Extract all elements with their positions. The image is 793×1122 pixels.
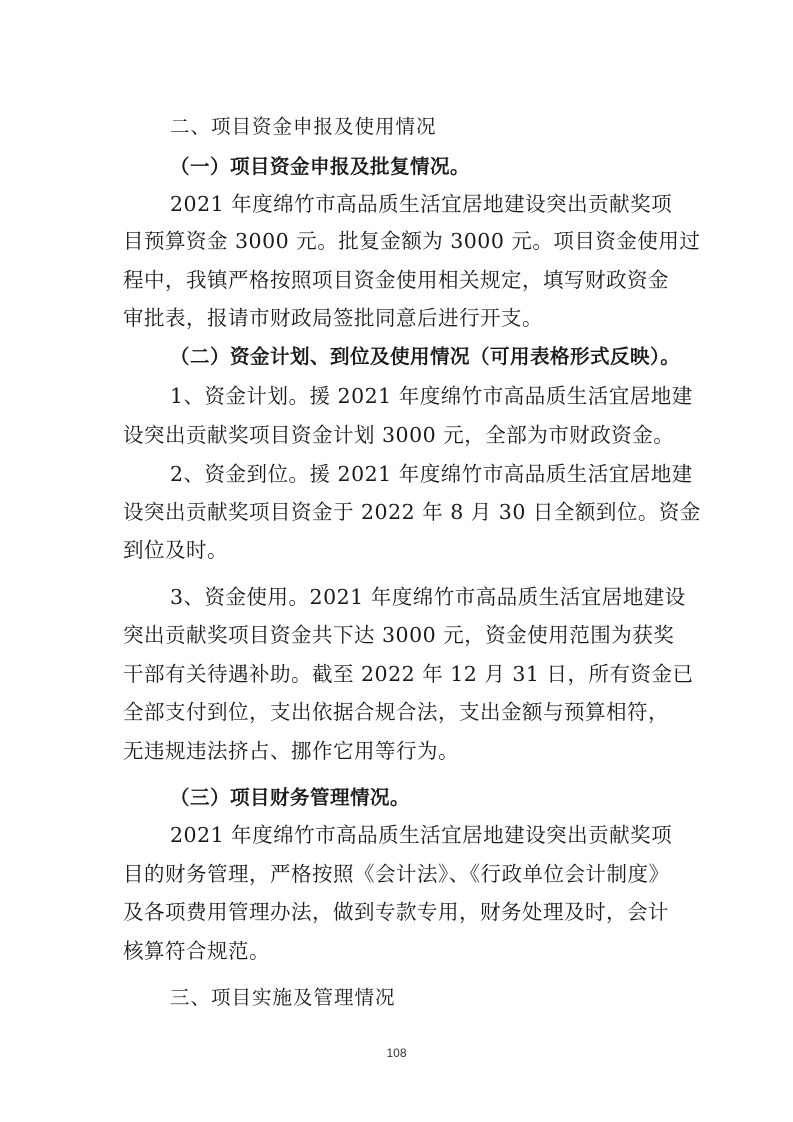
- sub3-line-3: 及各项费用管理办法，做到专款专用，财务处理及时，会计: [123, 900, 669, 924]
- item1-line-1: 1、资金计划。援 2021 年度绵竹市高品质生活宜居地建: [170, 384, 693, 408]
- sub1-line-2: 目预算资金 3000 元。批复金额为 3000 元。项目资金使用过: [123, 229, 701, 253]
- sub3-heading: （三）项目财务管理情况。: [170, 786, 411, 809]
- section2-heading: 二、项目资金申报及使用情况: [170, 115, 437, 138]
- section3-heading: 三、项目实施及管理情况: [170, 986, 396, 1009]
- sub1-line-3: 程中，我镇严格按照项目资金使用相关规定，填写财政资金: [123, 268, 669, 292]
- sub2-heading: （二）资金计划、到位及使用情况（可用表格形式反映）。: [170, 345, 681, 368]
- sub1-heading: （一）项目资金申报及批复情况。: [170, 155, 471, 178]
- item1-line-2: 设突出贡献奖项目资金计划 3000 元，全部为市财政资金。: [123, 423, 675, 447]
- item3-line-3: 干部有关待遇补助。截至 2022 年 12 月 31 日，所有资金已: [123, 662, 694, 686]
- sub1-line-1: 2021 年度绵竹市高品质生活宜居地建设突出贡献奖项: [170, 192, 673, 216]
- page-number: 108: [386, 1046, 407, 1060]
- item2-line-1: 2、资金到位。援 2021 年度绵竹市高品质生活宜居地建: [170, 462, 693, 486]
- item3-line-4: 全部支付到位，支出依据合规合法，支出金额与预算相符，: [123, 700, 669, 724]
- item3-line-1: 3、资金使用。2021 年度绵竹市高品质生活宜居地建设: [170, 585, 686, 609]
- item3-line-5: 无违规违法挤占、挪作它用等行为。: [123, 739, 459, 763]
- sub3-line-4: 核算符合规范。: [123, 939, 270, 963]
- item3-line-2: 突出贡献奖项目资金共下达 3000 元，资金使用范围为获奖: [123, 623, 675, 647]
- item2-line-2: 设突出贡献奖项目资金于 2022 年 8 月 30 日全额到位。资金: [123, 500, 701, 524]
- sub3-line-2: 目的财务管理，严格按照《会计法》、《行政单位会计制度》: [123, 862, 670, 886]
- sub3-line-1: 2021 年度绵竹市高品质生活宜居地建设突出贡献奖项: [170, 823, 673, 847]
- item2-line-3: 到位及时。: [123, 538, 228, 562]
- sub1-line-4: 审批表，报请市财政局签批同意后进行开支。: [123, 306, 543, 330]
